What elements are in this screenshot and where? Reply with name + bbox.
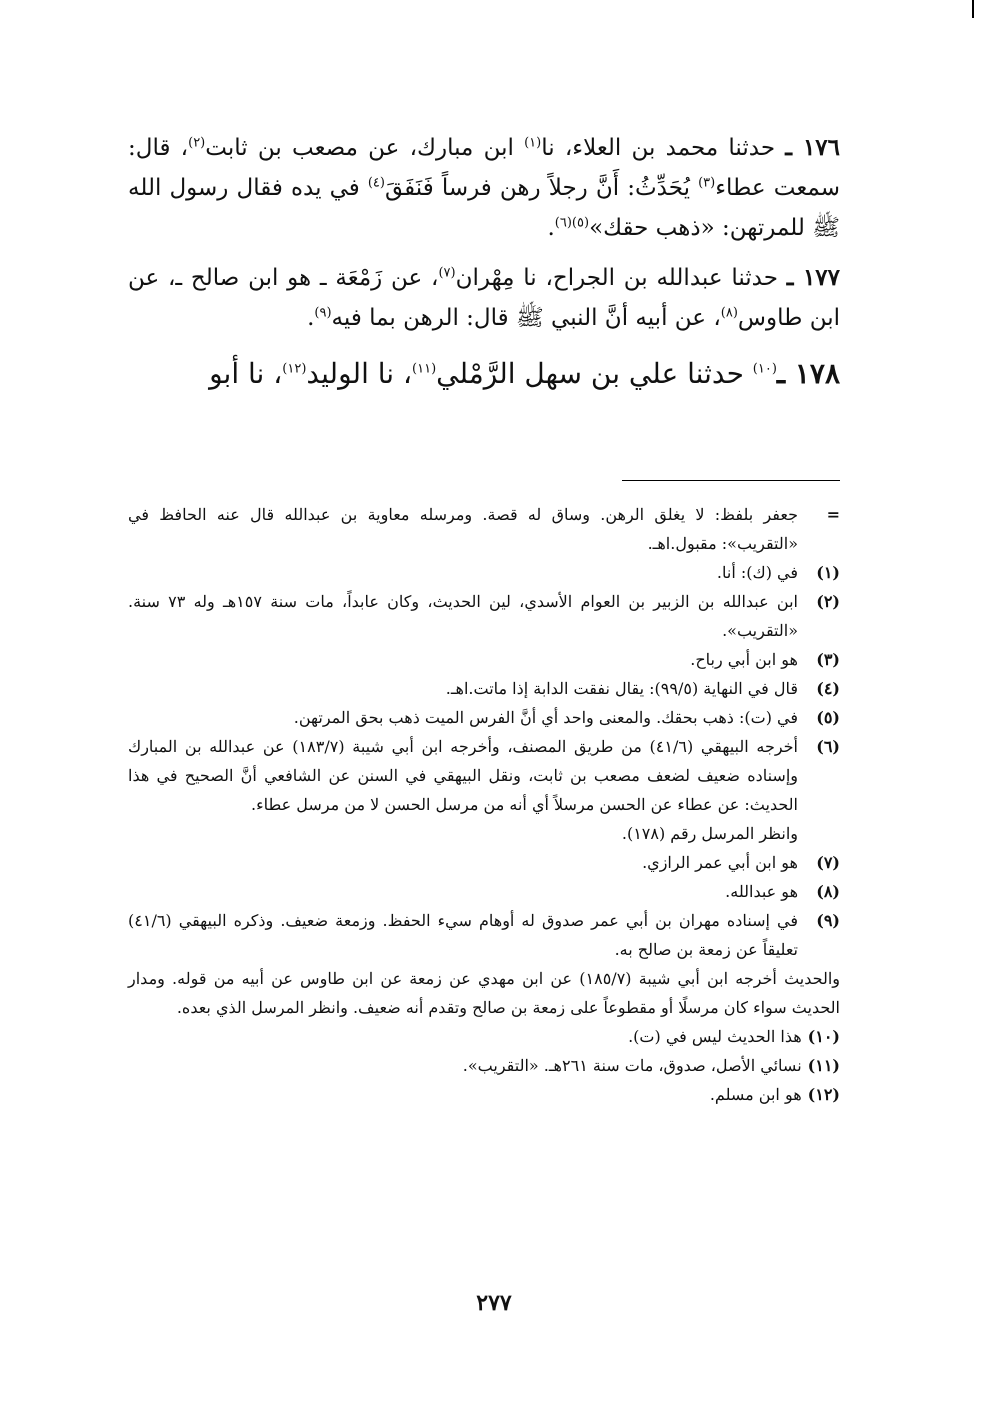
footnote-6-continuation: وانظر المرسل رقم (١٧٨). [621,824,798,843]
footnote-11 [128,1051,840,1080]
hadith-number: ١٧٨ ـ [776,357,840,390]
footnotes [128,500,840,1109]
footnote-number: (١٢) [807,1085,840,1104]
scan-edge-mark [972,0,974,18]
footnote-number: (٢) [816,592,840,611]
footnote-number: (٤) [816,679,840,698]
footnote-number: (٣) [816,650,840,669]
footnote-number: (٦) [816,737,840,756]
footnote-number: (٧) [816,853,840,872]
footnote-text: نسائي الأصل، صدوق، مات سنة ٢٦١هـ. «التقريب». [462,1056,802,1075]
hadith-text: ، عن أبيه أنَّ النبي ﷺ قال: الرهن بما فيه [331,305,721,331]
footnote-marker: = [826,505,840,524]
footnote-text: هذا الحديث ليس في (ت). [628,1027,802,1046]
footnote-reference: (١٢) [282,361,307,377]
hadith-number: ١٧٦ ـ [785,134,840,161]
main-text [128,128,840,404]
footnote-5 [128,703,840,732]
footnote-number: (٥) [816,708,840,727]
footnote-reference: (٨) [720,305,738,321]
footnote-9 [128,906,840,964]
hadith-text: في يده فقال رسول الله ﷺ للمرتهن: «ذهب حقك» [128,175,840,241]
footnote-number: (١٠) [807,1027,840,1046]
footnote-text: جعفر بلفظ: لا يغلق الرهن. وساق له قصة. ومرسله معاوية بن عبدالله قال عنه الحافظ في «التقريب»: مقبول.اهـ. [128,505,799,553]
hadith-text: ، نا أبو [209,357,283,390]
footnote-text: قال في النهاية (٩٩/٥): يقال نفقت الدابة إذا ماتت.اهـ. [445,679,798,698]
footnote-10 [128,1022,840,1051]
footnote-7 [128,848,840,877]
hadith-176 [128,128,840,248]
footnote-reference: (٤) [367,175,385,191]
footnote-text: في إسناده مهران بن أبي عمر صدوق له أوهام سيء الحفظ. وزمعة ضعيف. وذكره البيهقي (٤١/٦) تعليقاً عن زمعة بن صالح به. [128,911,798,959]
footnote-separator [622,480,840,481]
hadith-text: حدثنا علي بن سهل الرَّمْلي [436,357,753,390]
hadith-text: ، عن زَمْعَة ـ هو ابن صالح ـ، عن ابن طاوس [128,265,840,331]
hadith-text: ، نا الوليد [306,357,413,390]
hadith-178 [128,354,840,394]
footnote-reference: (١٠) [752,361,777,377]
footnote-1 [128,558,840,587]
footnote-text: أخرجه البيهقي (٤١/٦) من طريق المصنف، وأخرجه ابن أبي شيبة (١٨٣/٧) عن عبدالله بن المبارك وإسناده ضعيف لضعف مصعب بن ثابت، ونقل البيهقي في السنن عن الشافعي أنَّ الصحيح في هذا الحديث: عن عطاء عن الحسن مرسلاً أي أنه من مرسل الحسن لا من مرسل عطاء. [128,737,798,814]
footnote-3 [128,645,840,674]
hadith-text: ، قال: سمعت عطاء [128,135,840,201]
footnote-reference: (١) [524,135,542,151]
hadith-text: . [547,215,555,241]
hadith-text: . [307,305,315,331]
hadith-177 [128,258,840,338]
hadith-text: حدثنا عبدالله بن الجراح، نا مِهْران [455,265,787,291]
footnote-6 [128,732,840,819]
footnote-reference: (٧) [438,265,456,281]
footnote-4 [128,674,840,703]
footnote-number: (١١) [807,1056,840,1075]
hadith-text: حدثنا محمد بن العلاء، نا [541,135,786,161]
footnote-text: ابن عبدالله بن الزبير بن العوام الأسدي، لين الحديث، وكان عابداً، مات سنة ١٥٧هـ وله ٧٣ سنة. «التقريب». [128,592,798,640]
footnote-number: (٨) [816,882,840,901]
footnote-12 [128,1080,840,1109]
hadith-number: ١٧٧ ـ [786,264,840,291]
footnote-2 [128,587,840,645]
hadith-text: يُحَدِّثُ: أَنَّ رجلاً رهن فرساً فَنَفَقَ [384,175,699,201]
footnote-reference: (٩) [314,305,332,321]
footnote-carryover [128,500,840,558]
footnote-reference: (١١) [412,361,437,377]
footnote-text: هو عبدالله. [725,882,798,901]
page-number: ٢٧٧ [476,1290,512,1316]
footnote-text: هو ابن أبي عمر الرازي. [642,853,798,872]
footnote-text: هو ابن أبي رباح. [690,650,798,669]
footnote-reference: (٢) [188,135,206,151]
footnote-text: في (ك): أنا. [716,563,798,582]
footnote-number: (١) [816,563,840,582]
footnote-reference: (٣) [698,175,716,191]
footnote-reference: (٥)(٦) [554,215,590,231]
footnote-text: في (ت): ذهب بحقك. والمعنى واحد أي أنَّ الفرس الميت ذهب بحق المرتهن. [293,708,798,727]
footnote-text: هو ابن مسلم. [709,1085,802,1104]
footnote-8 [128,877,840,906]
footnote-number: (٩) [816,911,840,930]
hadith-text: ابن مبارك، عن مصعب بن ثابت [205,135,525,161]
footnote-9-continuation: والحديث أخرجه ابن أبي شيبة (١٨٥/٧) عن ابن مهدي عن زمعة عن ابن طاوس عن أبيه من قوله. ومدار الحديث سواء كان مرسلًا أو مقطوعاً على زمعة بن صالح وتقدم أنه ضعيف. وانظر المرسل الذي بعده. [128,969,841,1017]
